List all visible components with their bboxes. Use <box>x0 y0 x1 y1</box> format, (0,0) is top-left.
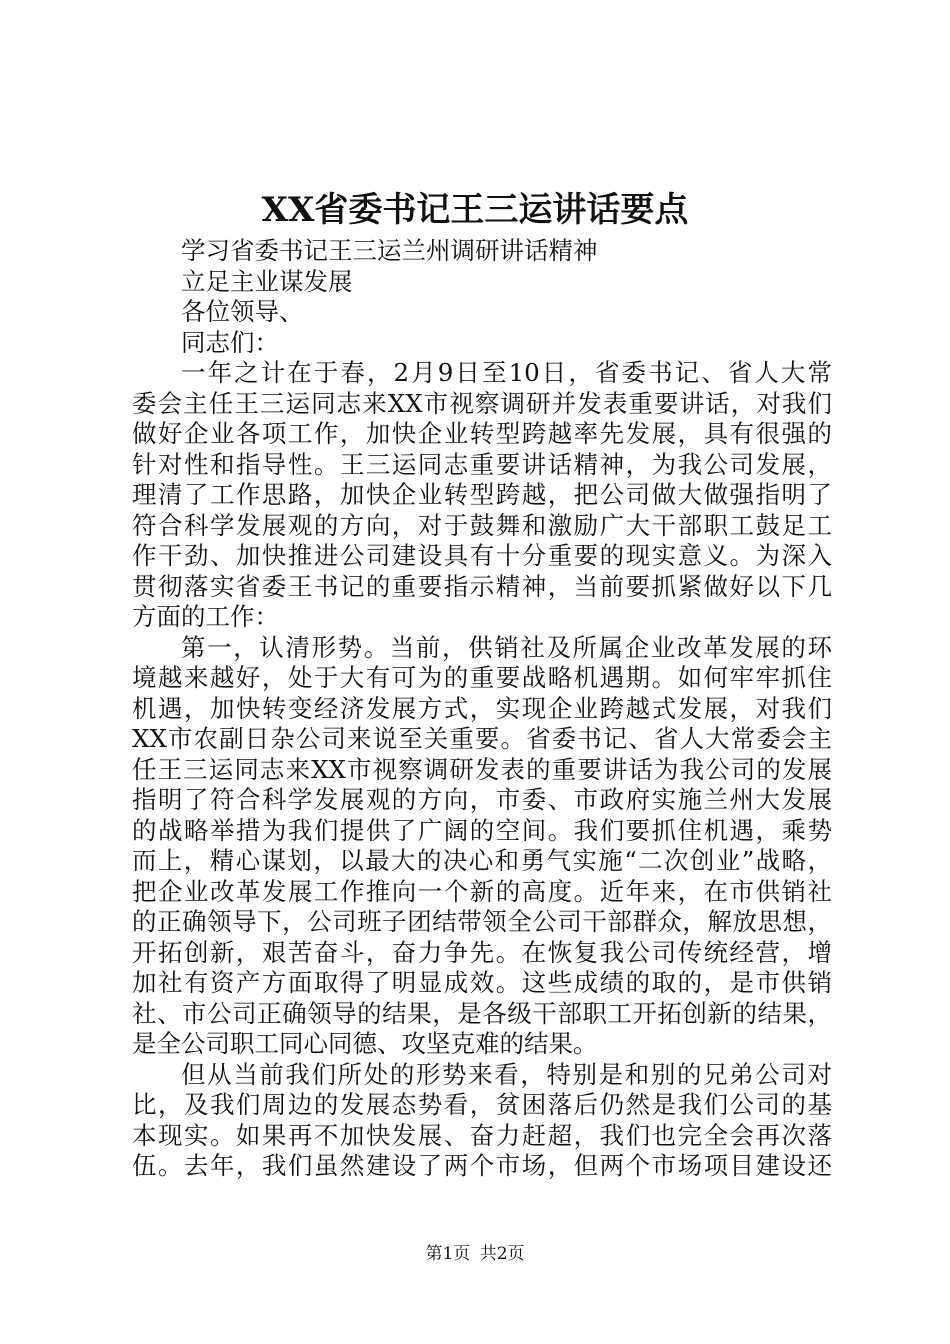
body-line: 委会主任王三运同志来XX市视察调研并发表重要讲话，对我们 <box>132 388 832 418</box>
body-line: 是全公司职工同心同德、攻坚克难的结果。 <box>132 1029 598 1058</box>
body-line: 伍。去年，我们虽然建设了两个市场，但两个市场项目建设还 <box>132 1151 832 1180</box>
body-line: 社、市公司正确领导的结果，是各级干部职工开拓创新的结果， <box>132 998 832 1028</box>
body-line: 针对性和指导性。王三运同志重要讲话精神，为我公司发展， <box>132 449 832 479</box>
body-line: 作干劲、加快推进公司建设具有十分重要的现实意义。为深入 <box>132 541 832 570</box>
body-line: 开拓创新，艰苦奋斗，奋力争先。在恢复我公司传统经营，增 <box>132 937 832 967</box>
body-line: 比，及我们周边的发展态势看，贫困落后仍然是我们公司的基 <box>132 1090 832 1119</box>
body-line: 理清了工作思路，加快企业转型跨越，把公司做大做强指明了 <box>132 480 832 509</box>
body-line: 的正确领导下，公司班子团结带领全公司干部群众，解放思想， <box>132 907 832 936</box>
body-line: 立足主业谋发展 <box>181 266 353 296</box>
body-line: 符合科学发展观的方向，对于鼓舞和激励广大干部职工鼓足工 <box>132 510 832 540</box>
body-line: 同志们： <box>181 327 279 357</box>
body-line: 但从当前我们所处的形势来看，特别是和别的兄弟公司对 <box>181 1059 832 1089</box>
document-body <box>132 236 832 1182</box>
body-line: 境越来越好，处于大有可为的重要战略机遇期。如何牢牢抓住 <box>132 663 832 692</box>
page-total: 共2页 <box>479 1244 525 1264</box>
document-title: XX省委书记王三运讲话要点 <box>261 190 689 230</box>
body-line: 任王三运同志来XX市视察调研发表的重要讲话为我公司的发展 <box>132 754 832 784</box>
body-line: XX市农副日杂公司来说至关重要。省委书记、省人大常委会主 <box>132 724 832 753</box>
body-line: 而上，精心谋划，以最大的决心和勇气实施“二次创业”战略， <box>132 846 832 875</box>
body-line: 的战略举措为我们提供了广阔的空间。我们要抓住机遇，乘势 <box>132 815 832 845</box>
body-line: 第一，认清形势。当前，供销社及所属企业改革发展的环 <box>181 632 832 662</box>
body-line: 方面的工作： <box>132 602 279 631</box>
body-line: 一年之计在于春，2月9日至10日，省委书记、省人大常 <box>181 358 832 387</box>
body-line: 机遇，加快转变经济发展方式，实现企业跨越式发展，对我们 <box>132 693 832 723</box>
body-line: 加社有资产方面取得了明显成效。这些成绩的取的，是市供销 <box>132 968 832 997</box>
body-line: 贯彻落实省委王书记的重要指示精神，当前要抓紧做好以下几 <box>132 571 832 601</box>
page-number: 第1页 <box>425 1244 471 1264</box>
body-line: 把企业改革发展工作推向一个新的高度。近年来，在市供销社 <box>132 876 832 906</box>
body-line: 本现实。如果再不加快发展、奋力赶超，我们也完全会再次落 <box>132 1120 832 1150</box>
body-line: 指明了符合科学发展观的方向，市委、市政府实施兰州大发展 <box>132 785 832 814</box>
body-line: 各位领导、 <box>181 297 304 326</box>
page-footer <box>0 1243 950 1265</box>
body-line: 学习省委书记王三运兰州调研讲话精神 <box>181 236 598 265</box>
body-line: 做好企业各项工作，加快企业转型跨越率先发展，具有很强的 <box>132 419 832 448</box>
